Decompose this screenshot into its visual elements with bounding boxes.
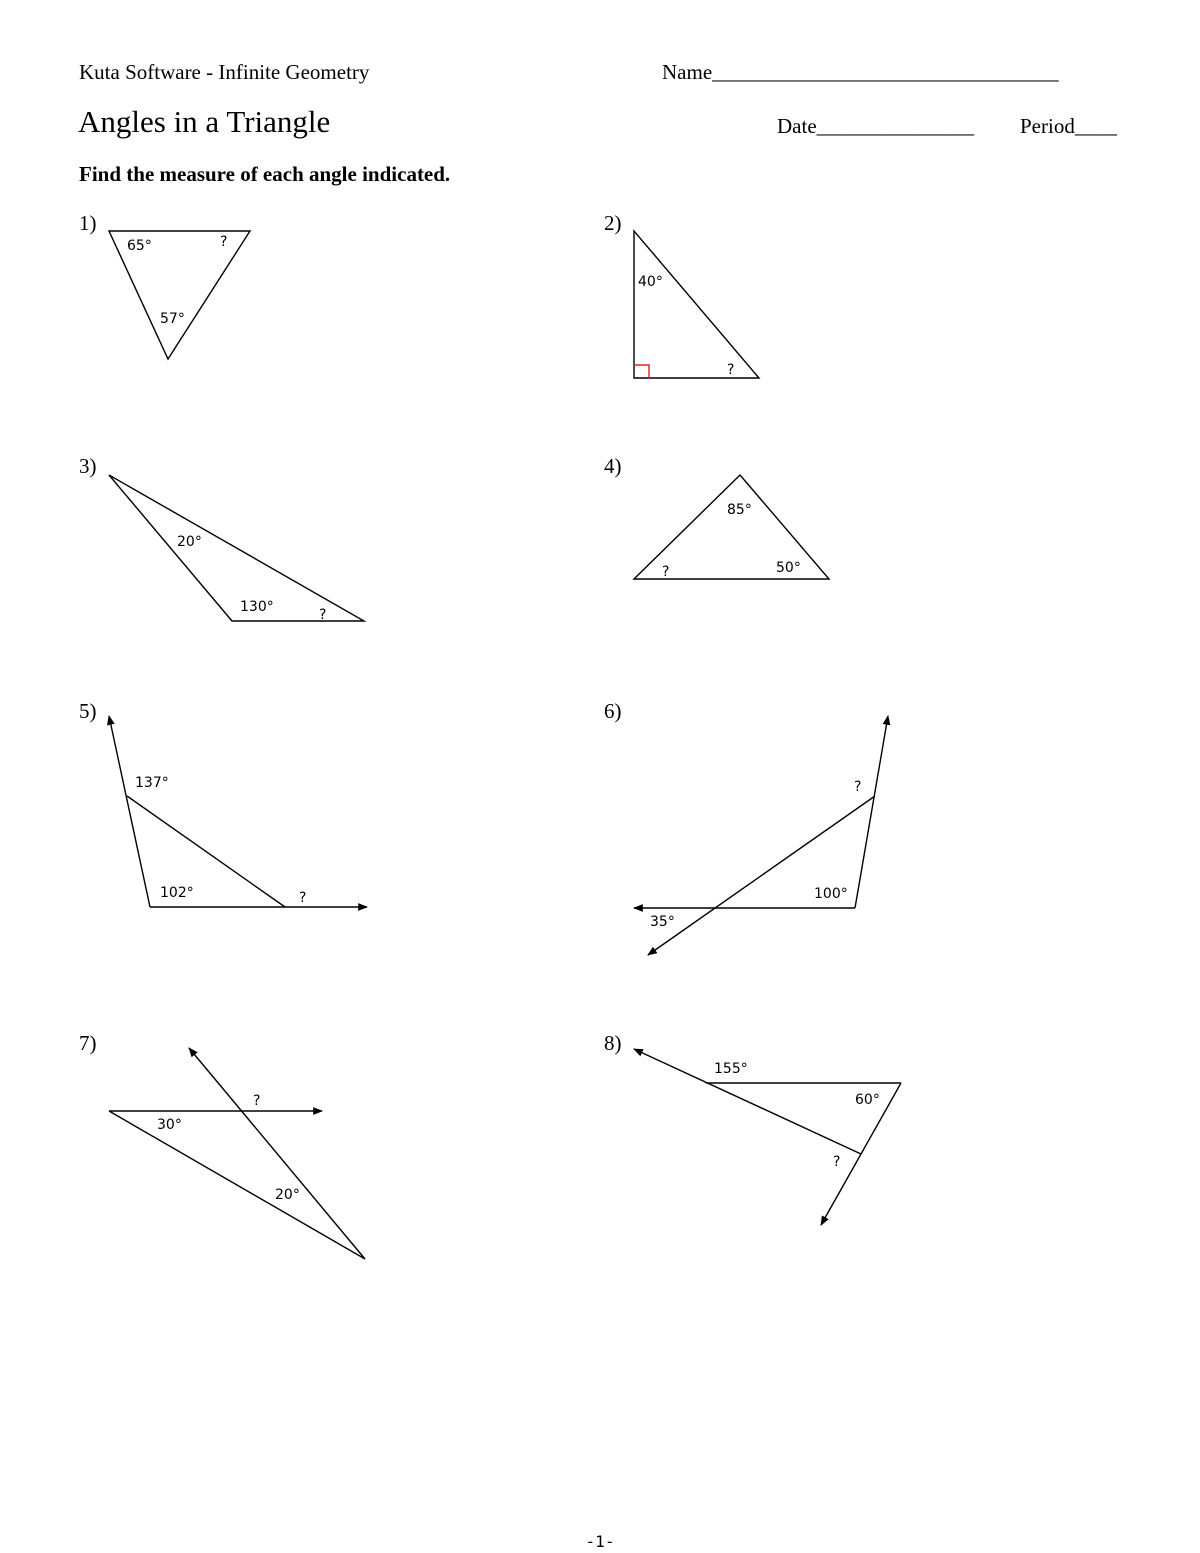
problem-number: 7)	[79, 1031, 97, 1055]
problem-7	[79, 1031, 365, 1259]
right-angle-mark	[634, 365, 649, 378]
problem-1	[79, 211, 250, 359]
page-number: -1-	[585, 1532, 615, 1551]
name-field: Name_________________________________	[662, 60, 1059, 84]
problem-number: 1)	[79, 211, 97, 235]
problem-8	[604, 1031, 901, 1225]
angle-label: 20°	[177, 534, 202, 550]
problem-2	[604, 211, 759, 378]
unknown-angle-label: ?	[833, 1154, 841, 1170]
angle-label: 20°	[275, 1187, 300, 1203]
unknown-angle-label: ?	[319, 607, 327, 623]
problem-number: 8)	[604, 1031, 622, 1055]
problem-number: 3)	[79, 454, 97, 478]
angle-label: 50°	[776, 560, 801, 576]
angle-label: 155°	[714, 1061, 748, 1077]
problem-number: 5)	[79, 699, 97, 723]
unknown-angle-label: ?	[299, 890, 307, 906]
unknown-angle-label: ?	[220, 234, 228, 250]
problem-number: 6)	[604, 699, 622, 723]
ray	[189, 1048, 365, 1259]
angle-label: 130°	[240, 599, 274, 615]
problem-number: 2)	[604, 211, 622, 235]
period-field: Period____	[1020, 114, 1117, 138]
ray	[109, 716, 150, 907]
segment	[109, 1111, 365, 1259]
angle-label: 102°	[160, 885, 194, 901]
right-triangle	[634, 231, 759, 378]
angle-label: 35°	[650, 914, 675, 930]
segment	[127, 796, 285, 907]
date-field: Date_______________	[777, 114, 975, 138]
unknown-angle-label: ?	[854, 779, 862, 795]
obtuse-triangle	[109, 475, 364, 621]
angle-label: 100°	[814, 886, 848, 902]
ray	[648, 796, 875, 955]
instructions: Find the measure of each angle indicated.	[79, 162, 451, 186]
angle-label: 57°	[160, 311, 185, 327]
angle-label: 85°	[727, 502, 752, 518]
problem-6	[604, 699, 888, 955]
angle-label: 60°	[855, 1092, 880, 1108]
worksheet-title: Angles in a Triangle	[78, 104, 331, 139]
problem-3	[79, 454, 364, 623]
unknown-angle-label: ?	[662, 564, 670, 580]
unknown-angle-label: ?	[253, 1093, 261, 1109]
publisher-header: Kuta Software - Infinite Geometry	[79, 60, 370, 84]
angle-label: 30°	[157, 1117, 182, 1133]
unknown-angle-label: ?	[727, 362, 735, 378]
angle-label: 40°	[638, 274, 663, 290]
problem-number: 4)	[604, 454, 622, 478]
problem-5	[79, 699, 367, 907]
ray	[855, 716, 888, 908]
problem-4	[604, 454, 829, 580]
angle-label: 137°	[135, 775, 169, 791]
angle-label: 65°	[127, 238, 152, 254]
